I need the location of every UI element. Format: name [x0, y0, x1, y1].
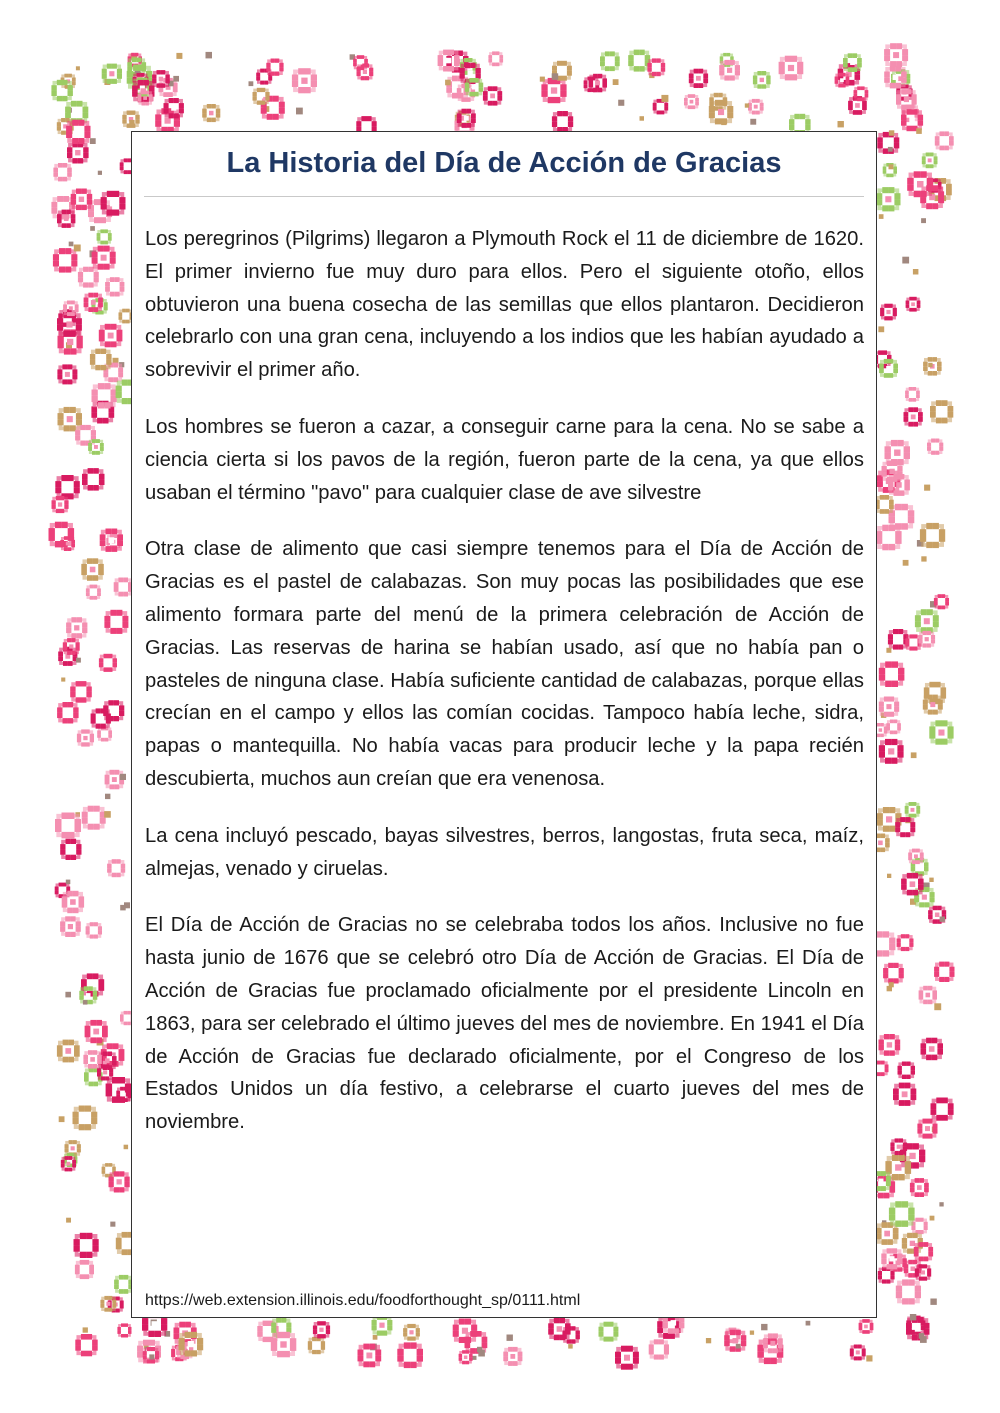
confetti-dot — [913, 269, 919, 275]
confetti-dot — [940, 917, 945, 922]
flower-icon — [75, 1260, 94, 1279]
flower-icon — [60, 916, 81, 937]
confetti-dot — [866, 1355, 872, 1361]
confetti-dot — [613, 79, 619, 85]
flower-icon — [879, 359, 898, 378]
confetti-dot — [929, 878, 933, 882]
flower-icon — [879, 1034, 901, 1056]
flower-icon — [724, 1330, 746, 1352]
flower-icon — [919, 986, 937, 1004]
confetti-dot — [66, 1218, 71, 1223]
flower-icon — [689, 69, 708, 88]
flower-icon — [266, 59, 283, 76]
confetti-dot — [120, 774, 126, 780]
confetti-dot — [124, 1145, 129, 1150]
flower-icon — [66, 617, 87, 638]
flower-icon — [116, 1087, 131, 1102]
flower-icon — [104, 610, 128, 634]
confetti-dot — [930, 1216, 935, 1221]
flower-icon — [901, 873, 924, 895]
source-url: https://web.extension.illinois.edu/foodforthought_sp/0111.html — [145, 1292, 581, 1309]
flower-icon — [882, 461, 903, 482]
flower-icon — [86, 922, 102, 938]
confetti-dot — [76, 66, 80, 70]
confetti-dot — [83, 1000, 88, 1005]
flower-icon — [552, 111, 573, 132]
flower-icon — [81, 973, 104, 996]
flower-icon — [117, 1323, 131, 1337]
confetti-dot — [568, 1344, 573, 1349]
confetti-dot — [83, 1327, 88, 1332]
confetti-dot — [173, 76, 179, 82]
flower-icon — [907, 171, 933, 197]
flower-icon — [397, 1342, 423, 1368]
flower-icon — [649, 1339, 669, 1359]
flower-icon — [107, 859, 125, 877]
confetti-dot — [98, 171, 102, 175]
flower-icon — [60, 839, 81, 860]
flower-icon — [114, 578, 133, 597]
confetti-dot — [930, 1299, 936, 1305]
flower-icon — [99, 324, 123, 348]
flower-icon — [100, 1296, 116, 1312]
confetti-dot — [916, 128, 922, 134]
confetti-dot — [889, 164, 894, 169]
flower-icon — [71, 189, 93, 211]
flower-icon — [103, 363, 123, 383]
confetti-dot — [928, 363, 932, 367]
flower-icon — [897, 934, 914, 951]
flower-icon — [75, 1334, 97, 1356]
flower-icon — [914, 1242, 933, 1261]
confetti-dot — [888, 147, 893, 152]
confetti-dot — [61, 678, 65, 682]
confetti-dot — [910, 1314, 916, 1320]
flower-icon — [541, 78, 566, 103]
confetti-dot — [745, 103, 749, 107]
flower-icon — [79, 986, 97, 1004]
flower-icon — [483, 86, 502, 105]
flower-icon — [53, 248, 78, 273]
flower-icon — [884, 66, 906, 89]
flower-icon — [102, 64, 122, 84]
flower-icon — [657, 1315, 681, 1339]
flower-icon — [859, 1319, 874, 1334]
confetti-dot — [887, 986, 892, 991]
content-box — [131, 131, 877, 1318]
flower-icon — [101, 191, 126, 216]
confetti-dot — [90, 226, 95, 231]
flower-icon — [57, 1040, 80, 1063]
flower-icon — [465, 78, 483, 96]
flower-icon — [82, 806, 106, 830]
flower-icon — [901, 109, 923, 131]
confetti-dot — [66, 880, 71, 885]
flower-icon — [62, 891, 84, 913]
flower-icon — [55, 813, 81, 839]
flower-icon — [63, 301, 79, 317]
flower-icon — [748, 99, 764, 115]
flower-icon — [73, 1106, 98, 1131]
flower-icon — [709, 100, 734, 125]
flower-icon — [179, 1332, 204, 1357]
flower-icon — [100, 529, 123, 552]
flower-icon — [599, 1322, 619, 1342]
flower-icon — [927, 439, 943, 455]
confetti-dot — [902, 257, 909, 264]
flower-icon — [875, 495, 894, 514]
flower-icon — [52, 496, 69, 513]
flower-icon — [930, 400, 953, 423]
flower-icon — [78, 267, 99, 288]
flower-icon — [843, 53, 862, 72]
flower-icon — [92, 246, 116, 270]
confetti-dot — [903, 560, 909, 566]
flower-icon — [88, 439, 104, 455]
paragraph-3: Otra clase de alimento que casi siempre tenemos para el Día de Acción de Gracias es el pastel de calabazas. Son muy pocas las posibilidades que ese alimento formara parte del menú de la primera celebración de Acción de Gracias. Las reservas de harina se habían usado, así que no había pan o pasteles de ninguna clase. Había suficiente cantidad de calabazas, porque ellas crecían en el campo y ellos las comían cocidas. Tampoco había leche, sidra, papas o mantequilla. No había vacas para producir leche y la papa recién descubierta, muchos aun creían que era venenosa. — [145, 538, 864, 790]
flower-icon — [600, 51, 620, 71]
flower-icon — [53, 163, 71, 181]
flower-icon — [261, 96, 285, 120]
confetti-dot — [887, 874, 891, 878]
flower-icon — [105, 277, 124, 296]
flower-icon — [453, 1319, 478, 1344]
confetti-dot — [249, 81, 254, 86]
flower-icon — [886, 720, 901, 735]
flower-icon — [55, 475, 79, 499]
flower-icon — [57, 702, 79, 724]
paragraph-2: Los hombres se fueron a cazar, a conseguir carne para la cena. No se sabe a ciencia cierta si los pavos de la región, fueron parte de la cena, ya que ellos usaban el término "pavo" para cualquier clase de ave silvestre — [145, 415, 864, 504]
confetti-dot — [540, 77, 545, 82]
flower-icon — [647, 58, 665, 76]
flower-icon — [271, 1332, 297, 1358]
flower-icon — [403, 1324, 420, 1341]
flower-icon — [81, 558, 103, 581]
confetti-dot — [924, 485, 930, 491]
confetti-dot — [878, 326, 884, 332]
confetti-dot — [618, 100, 624, 106]
flower-icon — [890, 1138, 907, 1155]
flower-icon — [931, 1098, 954, 1121]
confetti-dot — [706, 1338, 711, 1343]
flower-icon — [92, 383, 117, 408]
flower-icon — [57, 364, 77, 384]
flower-icon — [63, 638, 80, 655]
flower-icon — [895, 817, 915, 837]
flower-icon — [84, 293, 103, 312]
flower-icon — [97, 727, 112, 742]
flower-icon — [835, 73, 850, 88]
confetti-dot — [120, 905, 126, 911]
flower-icon — [83, 1050, 101, 1068]
confetti-dot — [110, 1222, 115, 1227]
confetti-dot — [149, 1354, 154, 1359]
confetti-dot — [104, 811, 111, 818]
flower-icon — [881, 1248, 902, 1269]
flower-icon — [898, 1062, 916, 1080]
flower-icon — [896, 1279, 921, 1304]
paragraph-4: La cena incluyó pescado, bayas silvestres, berros, langostas, fruta seca, maíz, almejas, venado y ciruelas. — [145, 824, 864, 880]
flower-icon — [884, 43, 908, 67]
confetti-dot — [640, 116, 645, 121]
flower-icon — [910, 1178, 929, 1197]
confetti-dot — [939, 1202, 943, 1206]
confetti-dot — [879, 214, 884, 219]
confetti-dot — [921, 556, 926, 561]
flower-icon — [921, 1038, 944, 1061]
flower-icon — [138, 91, 153, 106]
confetti-dot — [736, 1344, 741, 1349]
page-title: La Historia del Día de Acción de Gracias — [226, 147, 782, 179]
confetti-dot — [373, 1335, 378, 1340]
confetti-dot — [65, 992, 71, 998]
flower-icon — [202, 104, 220, 122]
flower-icon — [57, 210, 75, 228]
flower-icon — [67, 142, 89, 164]
flower-icon — [253, 88, 270, 105]
flower-icon — [905, 387, 920, 402]
flower-icon — [753, 71, 771, 89]
confetti-dot — [176, 53, 182, 59]
flower-icon — [850, 1345, 866, 1361]
confetti-dot — [90, 138, 96, 144]
flower-icon — [719, 60, 740, 81]
confetti-dot — [921, 218, 926, 223]
flower-icon — [152, 70, 170, 88]
flower-icon — [164, 98, 184, 118]
confetti-dot — [750, 119, 756, 125]
confetti-dot — [886, 648, 891, 653]
flower-icon — [628, 50, 650, 72]
confetti-dot — [59, 1116, 65, 1122]
flower-icon — [854, 86, 869, 101]
flower-icon — [879, 697, 899, 717]
flower-icon — [457, 109, 476, 128]
flower-icon — [58, 647, 77, 666]
flower-icon — [922, 153, 938, 169]
flower-icon — [684, 94, 699, 109]
flower-icon — [61, 1156, 76, 1171]
flower-icon — [929, 720, 953, 744]
paragraph-1: Los peregrinos (Pilgrims) llegaron a Plymouth Rock el 11 de diciembre de 1620. El primer invierno fue muy duro para ellos. Pero el siguiente otoño, ellos obtuvieron una buena cosecha de las semillas que ellos plantaron. Decidieron celebrarlo con una gran cena, incluyendo a los indios que les habían ayudado a sobrevivir el primer año. — [145, 228, 864, 382]
flower-icon — [763, 1333, 783, 1353]
flower-icon — [438, 50, 460, 72]
confetti-dot — [721, 120, 726, 125]
flower-icon — [86, 585, 101, 600]
confetti-dot — [806, 1321, 811, 1326]
flower-icon — [920, 523, 945, 548]
flower-icon — [908, 849, 924, 865]
flower-icon — [883, 963, 904, 984]
flower-icon — [934, 962, 954, 982]
flower-icon — [905, 802, 921, 818]
flower-icon — [308, 1337, 325, 1354]
confetti-dot — [920, 1336, 927, 1343]
flower-icon — [880, 304, 897, 321]
confetti-dot — [761, 1324, 767, 1330]
title-divider — [144, 196, 864, 197]
flower-icon — [935, 131, 954, 150]
flower-icon — [74, 1233, 99, 1258]
flower-icon — [889, 1201, 915, 1227]
flower-icon — [459, 1350, 473, 1364]
confetti-dot — [911, 752, 917, 758]
flower-icon — [488, 51, 503, 66]
flower-icon — [82, 468, 105, 491]
confetti-dot — [889, 130, 894, 135]
confetti-dot — [552, 73, 559, 80]
flower-icon — [313, 1321, 330, 1338]
flower-icon — [879, 739, 904, 764]
confetti-dot — [129, 120, 134, 125]
flower-icon — [70, 681, 92, 703]
confetti-dot — [76, 658, 81, 663]
confetti-dot — [69, 242, 74, 247]
confetti-dot — [206, 52, 213, 59]
article-body — [145, 223, 864, 1163]
flower-icon — [109, 1171, 130, 1192]
flower-icon — [906, 297, 921, 312]
flower-icon — [548, 1318, 570, 1341]
flower-icon — [103, 700, 124, 721]
confetti-dot — [478, 1350, 485, 1357]
flower-icon — [923, 695, 943, 715]
flower-icon — [934, 594, 949, 609]
confetti-dot — [445, 80, 451, 86]
confetti-dot — [296, 108, 303, 115]
flower-icon — [51, 80, 73, 102]
flower-icon — [99, 654, 117, 672]
flower-icon — [353, 55, 368, 70]
confetti-dot — [105, 794, 110, 799]
confetti-dot — [661, 95, 668, 102]
flower-icon — [77, 729, 94, 746]
confetti-dot — [74, 245, 81, 252]
confetti-dot — [507, 1335, 513, 1341]
confetti-dot — [838, 121, 844, 127]
flower-icon — [85, 1020, 108, 1043]
flower-icon — [615, 1346, 639, 1370]
confetti-dot — [750, 1331, 754, 1335]
flower-icon — [358, 1344, 382, 1368]
flower-icon — [292, 68, 317, 93]
paragraph-5: El Día de Acción de Gracias no se celebraba todos los años. Inclusive no fue hasta junio de 1676 que se celebró otro Día de Acción de Gracias. El Día de Acción de Gracias fue proclamado oficialmente por el presidente Lincoln en 1863, para ser celebrado el último jueves del mes de noviembre. En 1941 el Día de Acción de Gracias fue declarado oficialmente, por el Congreso de los Estados Unidos un día festivo, a celebrarse el cuarto jueves del mes de noviembre. — [145, 914, 864, 1134]
flower-icon — [97, 229, 112, 244]
flower-icon — [904, 407, 923, 426]
flower-icon — [917, 1119, 937, 1139]
flower-icon — [503, 1347, 522, 1366]
flower-icon — [779, 56, 804, 81]
flower-icon — [893, 1083, 916, 1106]
flower-icon — [66, 120, 90, 144]
confetti-dot — [472, 1356, 476, 1360]
confetti-dot — [934, 1003, 941, 1010]
flower-icon — [879, 661, 905, 687]
flower-icon — [876, 187, 900, 211]
flower-icon — [915, 1264, 931, 1280]
flower-icon — [915, 609, 939, 633]
flower-icon — [589, 74, 608, 92]
flower-icon — [60, 536, 75, 551]
flower-icon — [90, 349, 112, 371]
flower-icon — [918, 631, 935, 648]
